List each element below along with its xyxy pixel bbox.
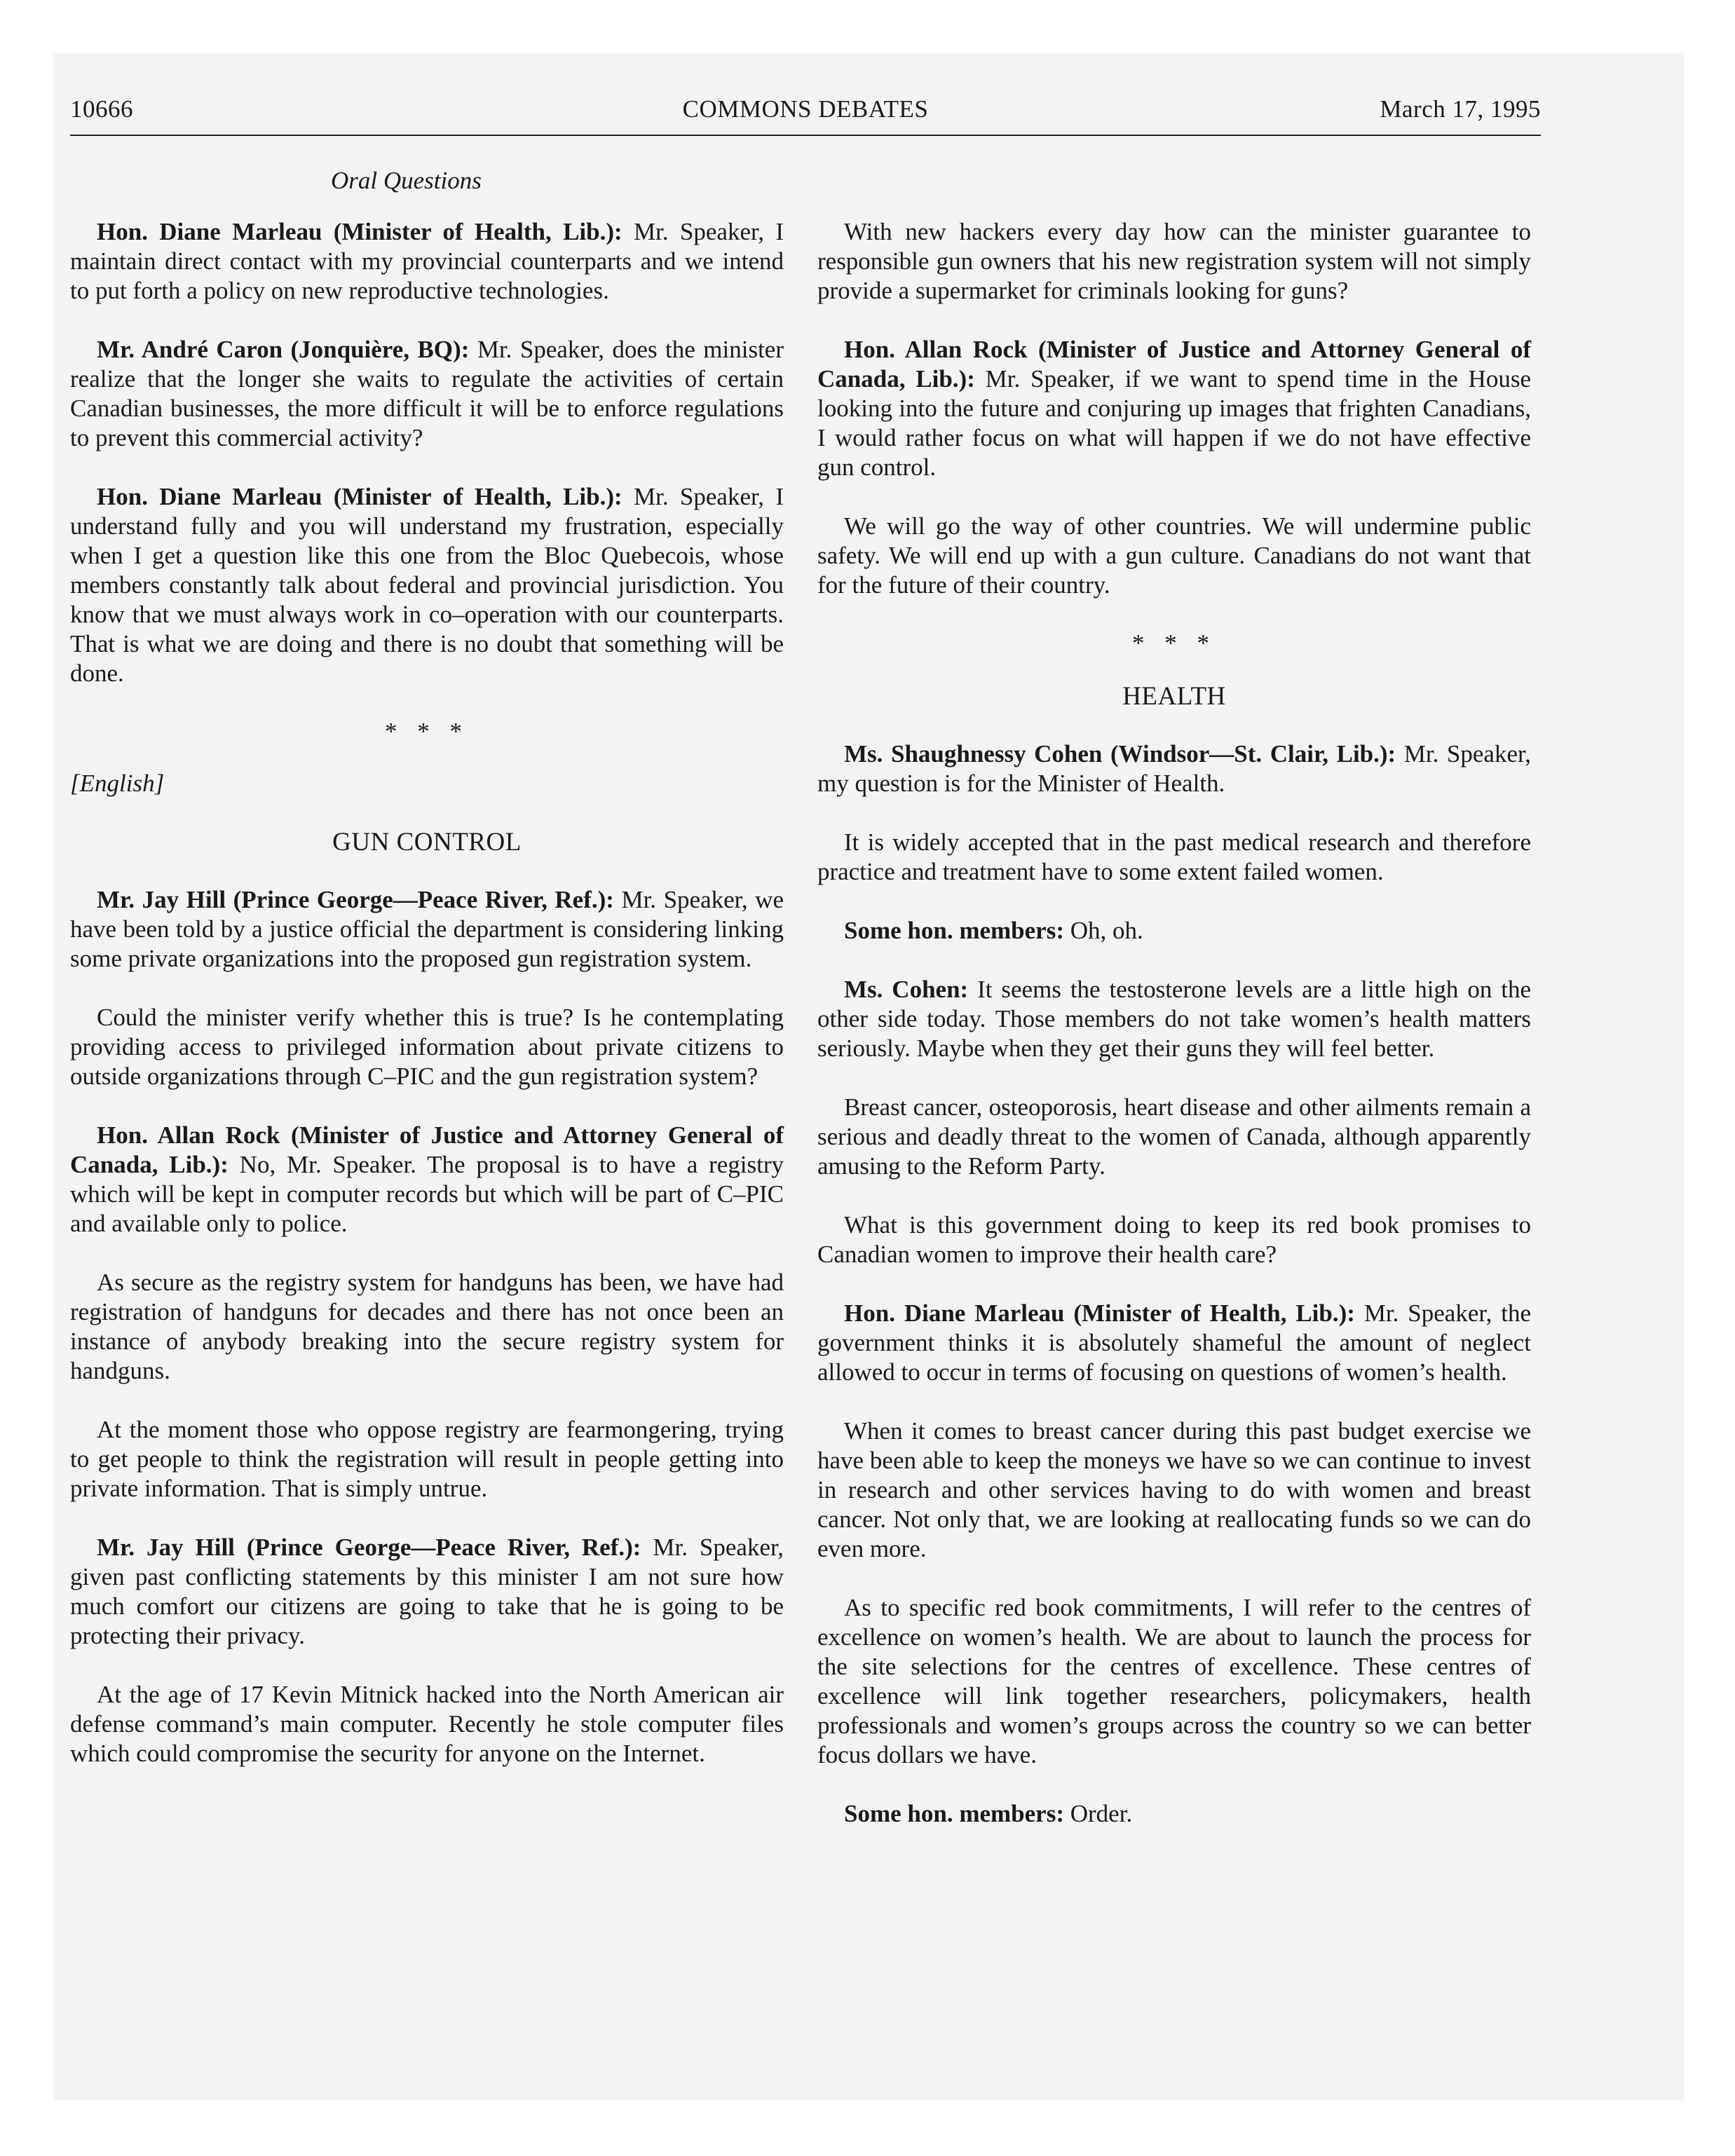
speech-text: It seems the testosterone levels are a little high on the other side today. Those members do not take women’s health matters seriously. Maybe when they get their guns they will feel better. <box>817 976 1531 1062</box>
speaker-name: Mr. Jay Hill (Prince George—Peace River, Ref.): <box>97 1534 641 1561</box>
paragraph <box>70 335 784 453</box>
speaker-name: Some hon. members: <box>844 1800 1064 1827</box>
paragraph: With new hackers every day how can the minister guarantee to responsible gun owners that his new registration system will not simply provide a supermarket for criminals looking for guns? <box>817 218 1531 304</box>
speaker-name: Ms. Shaughnessy Cohen (Windsor—St. Clair, Lib.): <box>844 740 1396 767</box>
section-heading: GUN CONTROL <box>332 828 522 857</box>
speech-text: Mr. Speaker, we have been told by a justice official the department is considering linking some private organizations into the proposed gun registration system. <box>70 886 784 972</box>
page-number: 10666 <box>70 95 133 123</box>
paragraph: When it comes to breast cancer during this past budget exercise we have been able to keep the moneys we have so we can continue to invest in research and other services having to do with women and breast cancer. Not only that, we are looking at reallocating funds so we can do even more. <box>817 1417 1531 1562</box>
paragraph <box>817 739 1531 798</box>
speaker-name: Hon. Diane Marleau (Minister of Health, Lib.): <box>97 218 622 245</box>
speech-text: Order. <box>1064 1800 1133 1827</box>
section-label: Oral Questions <box>331 167 482 194</box>
page-header <box>70 95 1541 139</box>
left-column <box>70 217 784 1798</box>
section-separator: * * * <box>385 718 469 745</box>
speech-text: Mr. Speaker, I understand fully and you will understand my frustration, especially when I get a question like this one from the Bloc Quebecois, whose members constantly talk about federal and provincial jurisdiction. You know that we must always work in co–operation with our counterparts. That is what we are doing and there is no doubt that something will be done. <box>70 483 784 687</box>
paragraph: It is widely accepted that in the past medical research and therefore practice and treatment have to some extent failed women. <box>817 828 1531 885</box>
speech-text: Oh, oh. <box>1064 917 1143 944</box>
speaker-name: Hon. Allan Rock (Minister of Justice and Attorney General of Canada, Lib.): <box>70 1121 784 1178</box>
paragraph <box>70 482 784 688</box>
speaker-name: Mr. Jay Hill (Prince George—Peace River, Ref.): <box>97 886 614 913</box>
speech-text: Mr. Speaker, does the minister realize that the longer she waits to regulate the activities of certain Canadian businesses, the more difficult it will be to enforce regulations to prevent this commercial activity? <box>70 336 784 451</box>
speech-text: Mr. Speaker, given past conflicting statements by this minister I am not sure how much comfort our citizens are going to take that he is going to be protecting their privacy. <box>70 1534 784 1649</box>
speaker-name: Hon. Allan Rock (Minister of Justice and Attorney General of Canada, Lib.): <box>817 336 1531 393</box>
speech-text: Mr. Speaker, my question is for the Minister of Health. <box>817 740 1532 797</box>
speech-text: No, Mr. Speaker. The proposal is to have a registry which will be kept in computer records but which will be part of C–PIC and available only to police. <box>70 1151 784 1237</box>
paragraph: Could the minister verify whether this is true? Is he contemplating providing access to privileged information about private citizens to outside organizations through C–PIC and the gun registration system? <box>70 1004 784 1090</box>
speaker-name: Some hon. members: <box>844 917 1064 944</box>
right-column <box>817 217 1531 1858</box>
paragraph: What is this government doing to keep its red book promises to Canadian women to improve their health care? <box>817 1211 1531 1268</box>
section-separator: * * * <box>1132 629 1216 657</box>
language-note: [English] <box>70 770 165 797</box>
paragraph: We will go the way of other countries. We will undermine public safety. We will end up with a gun culture. Canadians do not want that for the future of their country. <box>817 512 1531 599</box>
paragraph: As secure as the registry system for handguns has been, we have had registration of handguns for decades and there has not once been an instance of anybody breaking into the secure registry system for handguns. <box>70 1269 784 1384</box>
paragraph <box>817 975 1531 1063</box>
paragraph <box>817 916 1531 946</box>
speaker-name: Hon. Diane Marleau (Minister of Health, Lib.): <box>844 1299 1355 1327</box>
paragraph <box>70 885 784 974</box>
speaker-name: Mr. André Caron (Jonquière, BQ): <box>97 336 470 363</box>
paragraph: At the moment those who oppose registry are fearmongering, trying to get people to think the registration will result in people getting into private information. That is simply untrue. <box>70 1416 784 1502</box>
paragraph <box>70 217 784 306</box>
speaker-name: Hon. Diane Marleau (Minister of Health, Lib.): <box>97 483 622 510</box>
section-heading: HEALTH <box>1122 682 1226 711</box>
publication-title: COMMONS DEBATES <box>682 95 929 123</box>
paragraph: At the age of 17 Kevin Mitnick hacked into the North American air defense command’s main computer. Recently he stole computer files which could compromise the security for anyone on the Internet. <box>70 1681 784 1767</box>
paragraph <box>817 1299 1531 1387</box>
speaker-name: Ms. Cohen: <box>844 976 969 1003</box>
speech-text: Mr. Speaker, if we want to spend time in the House looking into the future and conjuring up images that frighten Canadians, I would rather focus on what will happen if we do not have effective gun control. <box>817 365 1531 481</box>
page-date: March 17, 1995 <box>1380 95 1541 123</box>
paragraph: Breast cancer, osteoporosis, heart disease and other ailments remain a serious and deadly threat to the women of Canada, although apparently amusing to the Reform Party. <box>817 1093 1531 1180</box>
paragraph <box>70 1533 784 1651</box>
paragraph: As to specific red book commitments, I will refer to the centres of excellence on women’s health. We are about to launch the process for the site selections for the centres of excellence. These centres of excellence will link together researchers, policymakers, health professionals and women’s groups across the country so we can better focus dollars we have. <box>817 1594 1531 1768</box>
paragraph <box>817 335 1531 482</box>
paragraph <box>817 1799 1531 1829</box>
header-rule <box>70 135 1541 136</box>
speech-text: Mr. Speaker, the government thinks it is absolutely shameful the amount of neglect allowed to occur in terms of focusing on questions of women’s health. <box>817 1299 1531 1386</box>
speech-text: Mr. Speaker, I maintain direct contact with my provincial counterparts and we intend to put forth a policy on new reproductive technologies. <box>70 218 784 304</box>
paragraph <box>70 1121 784 1239</box>
